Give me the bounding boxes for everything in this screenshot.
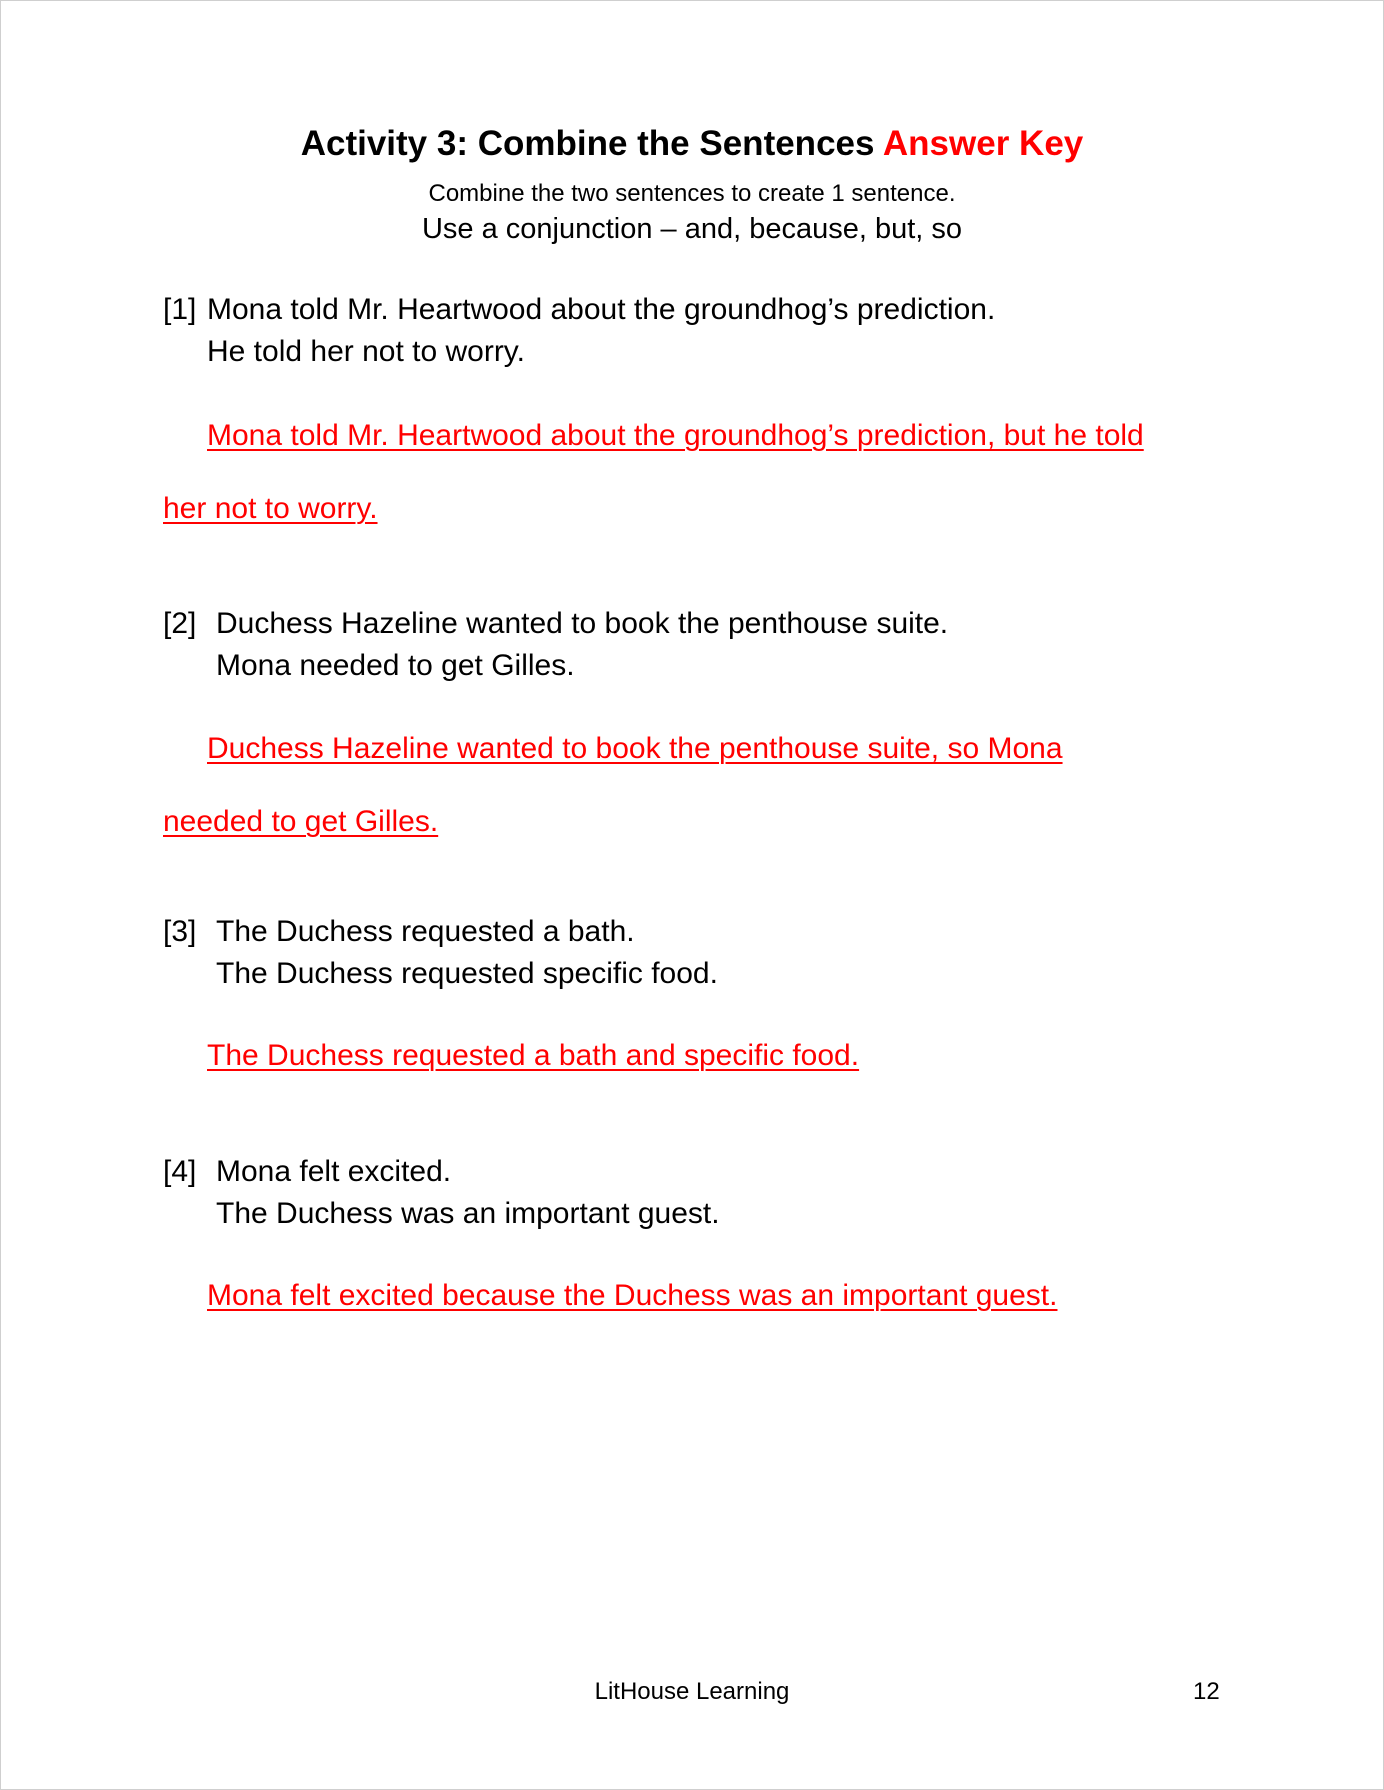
page-title — [0, 122, 1384, 166]
item-3-sentence-1: The Duchess requested a bath. — [216, 915, 635, 948]
title-main: Activity 3: Combine the Sentences — [300, 124, 875, 163]
footer-publisher: LitHouse Learning — [594, 1678, 790, 1705]
item-3-answer-line-1: The Duchess requested a bath and specific food. — [207, 1039, 860, 1072]
instruction-line-1: Combine the two sentences to create 1 sentence. — [428, 180, 956, 207]
item-1-sentence-2: He told her not to worry. — [207, 335, 525, 368]
instruction-line-2: Use a conjunction – and, because, but, so — [421, 213, 963, 245]
item-2-sentence-1: Duchess Hazeline wanted to book the penthouse suite. — [216, 607, 949, 640]
item-1-answer-line-1: Mona told Mr. Heartwood about the groundhog’s prediction, but he told — [207, 419, 1144, 452]
page-number: 12 — [1193, 1678, 1220, 1705]
item-2-sentence-2: Mona needed to get Gilles. — [216, 649, 575, 682]
item-3-sentence-2: The Duchess requested specific food. — [216, 957, 718, 990]
item-4-sentence-1: Mona felt excited. — [216, 1155, 452, 1188]
item-1-answer-line-2: her not to worry. — [163, 492, 378, 525]
item-2-answer-line-2: needed to get Gilles. — [163, 805, 439, 838]
item-1-sentence-1: Mona told Mr. Heartwood about the groundhog’s prediction. — [207, 293, 996, 326]
item-4-answer-line-1: Mona felt excited because the Duchess was an important guest. — [207, 1279, 1058, 1312]
item-4-number: [4] — [163, 1155, 197, 1188]
item-2-number: [2] — [163, 607, 197, 640]
item-3-number: [3] — [163, 915, 197, 948]
item-1-number: [1] — [163, 293, 197, 326]
item-2-answer-line-1: Duchess Hazeline wanted to book the penthouse suite, so Mona — [207, 732, 1063, 765]
answer-key-label: Answer Key — [882, 124, 1084, 163]
item-4-sentence-2: The Duchess was an important guest. — [216, 1197, 720, 1230]
